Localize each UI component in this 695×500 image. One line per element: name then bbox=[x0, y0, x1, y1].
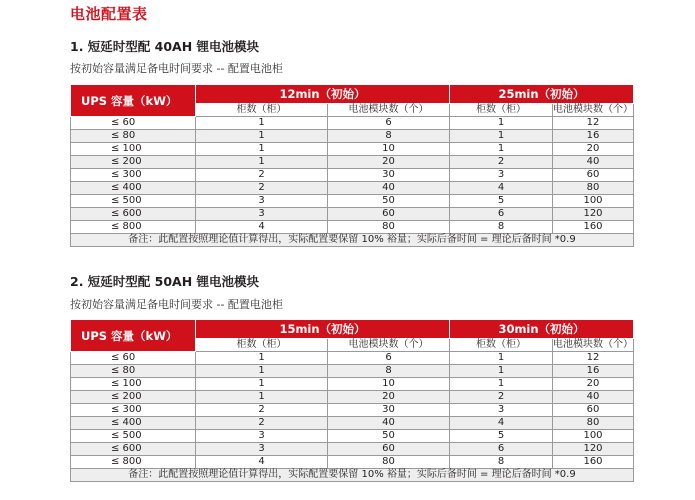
module-count-cell: 80 bbox=[328, 456, 450, 469]
module-count-cell: 60 bbox=[553, 404, 634, 417]
ups-capacity-cell: ≤ 400 bbox=[71, 182, 196, 195]
ups-capacity-cell: ≤ 80 bbox=[71, 365, 196, 378]
table-header-row bbox=[71, 85, 634, 104]
cabinet-count-cell: 3 bbox=[196, 443, 328, 456]
runtime-group-b-header: 30min（初始） bbox=[450, 320, 634, 339]
ups-capacity-cell: ≤ 400 bbox=[71, 417, 196, 430]
module-count-cell: 16 bbox=[553, 365, 634, 378]
module-count-cell: 50 bbox=[328, 430, 450, 443]
cabinet-count-cell: 4 bbox=[196, 221, 328, 234]
module-count-cell: 120 bbox=[553, 443, 634, 456]
module-count-cell: 60 bbox=[553, 169, 634, 182]
cabinet-count-cell: 2 bbox=[450, 391, 553, 404]
module-count-cell: 40 bbox=[553, 156, 634, 169]
module-count-cell: 80 bbox=[553, 417, 634, 430]
cabinet-count-cell: 3 bbox=[196, 430, 328, 443]
cabinet-count-cell: 5 bbox=[450, 430, 553, 443]
module-count-cell: 50 bbox=[328, 195, 450, 208]
module-count-cell: 40 bbox=[328, 182, 450, 195]
table-row bbox=[71, 169, 634, 182]
cabinet-count-cell: 1 bbox=[196, 352, 328, 365]
cabinet-count-cell: 1 bbox=[196, 143, 328, 156]
cabinet-count-cell: 1 bbox=[196, 130, 328, 143]
ups-capacity-cell: ≤ 300 bbox=[71, 169, 196, 182]
cabinet-count-cell: 4 bbox=[450, 182, 553, 195]
cabinet-count-cell: 1 bbox=[450, 352, 553, 365]
cabinet-count-cell: 4 bbox=[196, 456, 328, 469]
module-count-cell: 20 bbox=[553, 143, 634, 156]
cabinet-count-cell: 2 bbox=[196, 169, 328, 182]
module-count-cell: 12 bbox=[553, 117, 634, 130]
ups-capacity-cell: ≤ 200 bbox=[71, 391, 196, 404]
module-count-cell: 100 bbox=[553, 195, 634, 208]
module-count-cell: 120 bbox=[553, 208, 634, 221]
module-count-cell: 100 bbox=[553, 430, 634, 443]
cabinet-count-cell: 2 bbox=[196, 417, 328, 430]
section2-table bbox=[70, 319, 634, 482]
table-row bbox=[71, 117, 634, 130]
module-count-cell: 20 bbox=[553, 378, 634, 391]
module-count-cell: 16 bbox=[553, 130, 634, 143]
table-note-row bbox=[71, 469, 634, 482]
table-row bbox=[71, 208, 634, 221]
ups-capacity-cell: ≤ 80 bbox=[71, 130, 196, 143]
cabinet-count-cell: 6 bbox=[450, 443, 553, 456]
ups-capacity-cell: ≤ 60 bbox=[71, 117, 196, 130]
module-count-header: 电池模块数（个） bbox=[328, 339, 450, 352]
table-note: 备注：此配置按照理论值计算得出，实际配置要保留 10% 裕量；实际后备时间 = 理论后备时间 *0.9 bbox=[71, 469, 634, 482]
module-count-header: 电池模块数（个） bbox=[328, 104, 450, 117]
table-row bbox=[71, 443, 634, 456]
section2-heading: 2. 短延时型配 50AH 锂电池模块 bbox=[70, 274, 260, 289]
module-count-cell: 6 bbox=[328, 352, 450, 365]
cabinet-count-cell: 3 bbox=[196, 208, 328, 221]
cabinet-count-cell: 1 bbox=[450, 143, 553, 156]
page-title: 电池配置表 bbox=[70, 5, 148, 23]
cabinet-count-header: 柜数（柜） bbox=[450, 104, 553, 117]
section2-description: 按初始容量满足备电时间要求 -- 配置电池柜 bbox=[70, 298, 283, 311]
module-count-cell: 60 bbox=[328, 443, 450, 456]
cabinet-count-cell: 1 bbox=[196, 156, 328, 169]
cabinet-count-cell: 4 bbox=[450, 417, 553, 430]
module-count-cell: 30 bbox=[328, 404, 450, 417]
ups-capacity-cell: ≤ 500 bbox=[71, 430, 196, 443]
module-count-cell: 40 bbox=[553, 391, 634, 404]
table-row bbox=[71, 195, 634, 208]
section1-heading: 1. 短延时型配 40AH 锂电池模块 bbox=[70, 39, 260, 54]
ups-capacity-cell: ≤ 100 bbox=[71, 378, 196, 391]
section1-table bbox=[70, 84, 634, 247]
module-count-cell: 160 bbox=[553, 221, 634, 234]
table-row bbox=[71, 456, 634, 469]
table-row bbox=[71, 378, 634, 391]
runtime-group-b-header: 25min（初始） bbox=[450, 85, 634, 104]
module-count-header: 电池模块数（个） bbox=[553, 104, 633, 115]
runtime-group-a-header: 15min（初始） bbox=[196, 320, 450, 339]
cabinet-count-cell: 1 bbox=[450, 130, 553, 143]
section1-description: 按初始容量满足备电时间要求 -- 配置电池柜 bbox=[70, 62, 283, 75]
module-count-cell: 12 bbox=[553, 352, 634, 365]
table-row bbox=[71, 352, 634, 365]
module-count-cell: 80 bbox=[553, 182, 634, 195]
table-row bbox=[71, 391, 634, 404]
table-row bbox=[71, 430, 634, 443]
table-row bbox=[71, 156, 634, 169]
cabinet-count-cell: 1 bbox=[196, 365, 328, 378]
cabinet-count-header: 柜数（柜） bbox=[196, 339, 328, 352]
ups-capacity-cell: ≤ 300 bbox=[71, 404, 196, 417]
cabinet-count-cell: 2 bbox=[196, 404, 328, 417]
cabinet-count-cell: 1 bbox=[196, 117, 328, 130]
table-row bbox=[71, 404, 634, 417]
ups-capacity-cell: ≤ 100 bbox=[71, 143, 196, 156]
cabinet-count-cell: 1 bbox=[196, 378, 328, 391]
ups-capacity-cell: ≤ 800 bbox=[71, 456, 196, 469]
module-count-header: 电池模块数（个） bbox=[553, 339, 633, 350]
module-count-cell: 10 bbox=[328, 143, 450, 156]
table-row bbox=[71, 130, 634, 143]
table-row bbox=[71, 365, 634, 378]
table-header-row bbox=[71, 320, 634, 339]
table-row bbox=[71, 417, 634, 430]
ups-capacity-cell: ≤ 60 bbox=[71, 352, 196, 365]
cabinet-count-cell: 5 bbox=[450, 195, 553, 208]
module-count-cell: 8 bbox=[328, 130, 450, 143]
cabinet-count-cell: 6 bbox=[450, 208, 553, 221]
module-count-cell: 20 bbox=[328, 156, 450, 169]
table-note: 备注：此配置按照理论值计算得出，实际配置要保留 10% 裕量；实际后备时间 = 理论后备时间 *0.9 bbox=[71, 234, 634, 247]
module-count-cell: 80 bbox=[328, 221, 450, 234]
cabinet-count-cell: 3 bbox=[450, 404, 553, 417]
cabinet-count-header: 柜数（柜） bbox=[450, 339, 553, 352]
table-row bbox=[71, 143, 634, 156]
cabinet-count-cell: 8 bbox=[450, 221, 553, 234]
cabinet-count-cell: 2 bbox=[196, 182, 328, 195]
module-count-cell: 10 bbox=[328, 378, 450, 391]
cabinet-count-cell: 8 bbox=[450, 456, 553, 469]
runtime-group-a-header: 12min（初始） bbox=[196, 85, 450, 104]
ups-capacity-cell: ≤ 200 bbox=[71, 156, 196, 169]
cabinet-count-cell: 3 bbox=[196, 195, 328, 208]
ups-capacity-cell: ≤ 600 bbox=[71, 208, 196, 221]
table-note-row bbox=[71, 234, 634, 247]
ups-capacity-cell: ≤ 600 bbox=[71, 443, 196, 456]
module-count-cell: 8 bbox=[328, 365, 450, 378]
cabinet-count-cell: 1 bbox=[196, 391, 328, 404]
module-count-cell: 40 bbox=[328, 417, 450, 430]
module-count-cell: 60 bbox=[328, 208, 450, 221]
cabinet-count-cell: 2 bbox=[450, 156, 553, 169]
ups-capacity-cell: ≤ 800 bbox=[71, 221, 196, 234]
ups-capacity-cell: ≤ 500 bbox=[71, 195, 196, 208]
cabinet-count-cell: 1 bbox=[450, 365, 553, 378]
cabinet-count-cell: 3 bbox=[450, 169, 553, 182]
module-count-cell: 6 bbox=[328, 117, 450, 130]
table-row bbox=[71, 221, 634, 234]
module-count-cell: 30 bbox=[328, 169, 450, 182]
ups-capacity-header: UPS 容量（kW） bbox=[71, 85, 196, 117]
ups-capacity-header: UPS 容量（kW） bbox=[71, 320, 196, 352]
table-row bbox=[71, 182, 634, 195]
cabinet-count-cell: 1 bbox=[450, 117, 553, 130]
module-count-cell: 160 bbox=[553, 456, 634, 469]
cabinet-count-cell: 1 bbox=[450, 378, 553, 391]
cabinet-count-header: 柜数（柜） bbox=[196, 104, 328, 117]
module-count-cell: 20 bbox=[328, 391, 450, 404]
